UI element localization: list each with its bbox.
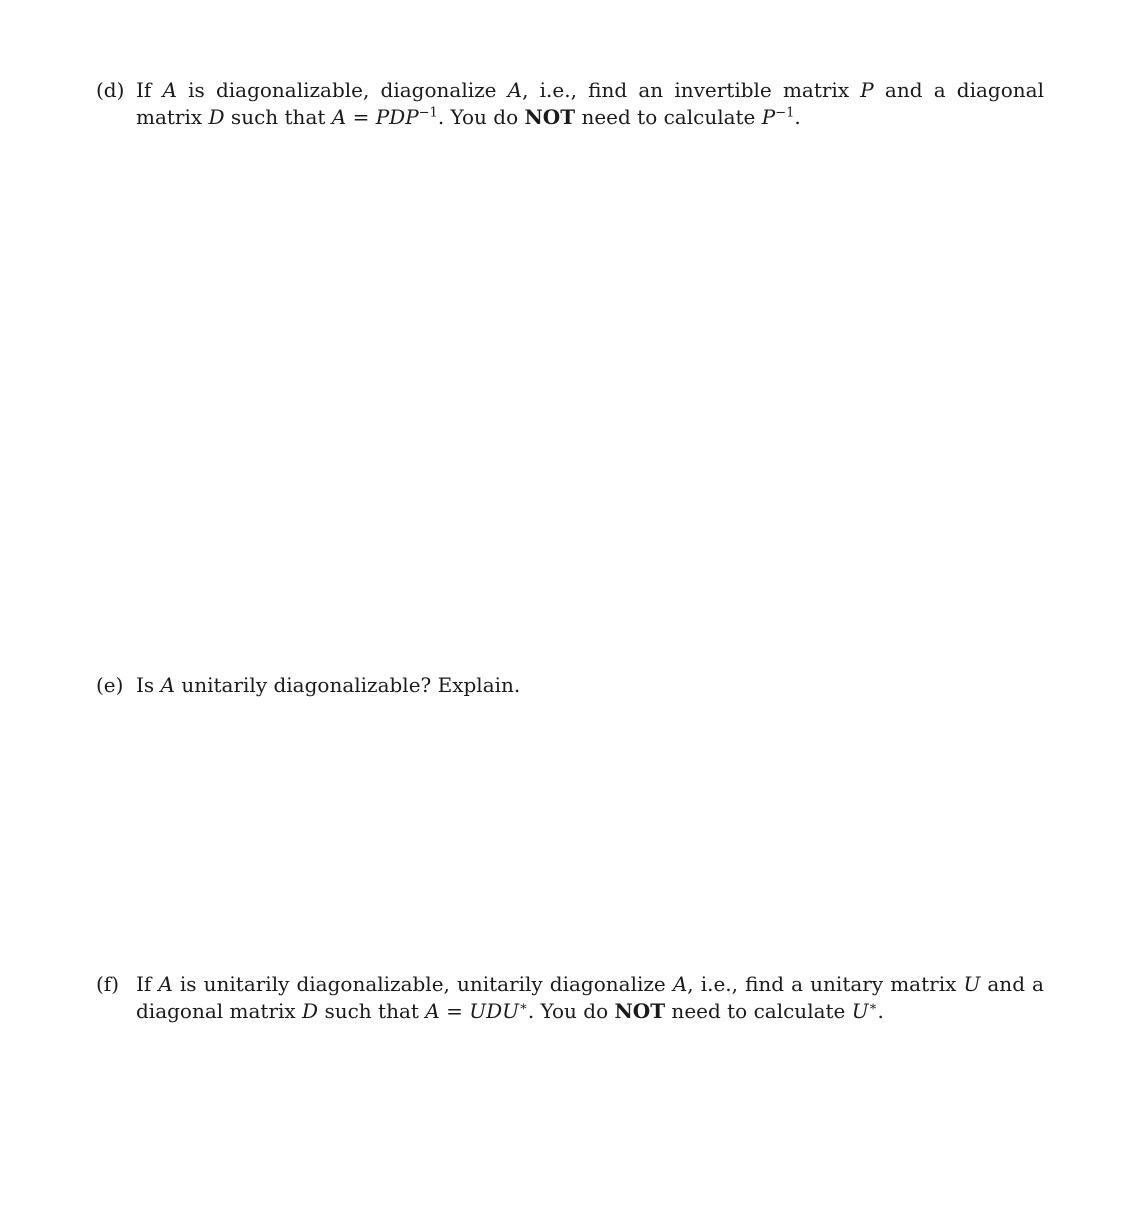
math-superscript: ∗ bbox=[868, 999, 878, 1015]
math-expression: PDP bbox=[375, 105, 419, 129]
part-d-label: (d) bbox=[96, 78, 125, 102]
problem-part-f bbox=[96, 971, 1044, 1025]
equals-sign: = bbox=[346, 105, 376, 129]
equals-sign: = bbox=[439, 999, 470, 1023]
part-e-label: (e) bbox=[96, 673, 124, 697]
part-d-text-segment: If bbox=[136, 78, 163, 102]
math-variable: A bbox=[425, 999, 440, 1023]
math-variable: A bbox=[331, 105, 347, 129]
part-d-text-segment: , i.e., find an invertible matrix bbox=[522, 78, 861, 102]
math-variable: A bbox=[162, 78, 177, 102]
part-e-text-segment: Is bbox=[136, 673, 161, 697]
part-d-text-segment: need to calculate bbox=[575, 105, 762, 129]
math-expression: UDU bbox=[469, 999, 519, 1023]
math-variable: A bbox=[672, 972, 688, 996]
part-f-text-segment: need to calculate bbox=[665, 999, 852, 1023]
math-variable: U bbox=[963, 972, 981, 996]
part-e-text bbox=[136, 672, 1044, 699]
emphasis-not: NOT bbox=[524, 105, 576, 129]
math-variable: P bbox=[860, 78, 874, 102]
math-superscript: −1 bbox=[418, 105, 438, 121]
part-f-label: (f) bbox=[96, 972, 120, 996]
part-f-text-segment: such that bbox=[318, 999, 426, 1023]
part-f-text-segment: . You do bbox=[527, 999, 615, 1023]
math-variable: A bbox=[160, 673, 175, 697]
part-d-text-segment: . You do bbox=[437, 105, 525, 129]
part-f-text-segment: . bbox=[877, 999, 884, 1023]
part-d-text-segment: such that bbox=[224, 105, 332, 129]
emphasis-not: NOT bbox=[614, 999, 666, 1023]
part-d-text-segment: and a diagonal matrix bbox=[136, 78, 1044, 129]
math-variable: A bbox=[507, 78, 523, 102]
part-f-text-segment: and a diagonal matrix bbox=[136, 972, 1044, 1023]
problem-part-d bbox=[96, 77, 1044, 131]
part-d-text-segment: . bbox=[794, 105, 801, 129]
part-f-text-segment: If bbox=[136, 972, 159, 996]
math-variable: A bbox=[158, 972, 173, 996]
math-variable: P bbox=[761, 105, 776, 129]
part-f-text-segment: , i.e., find a unitary matrix bbox=[687, 972, 964, 996]
math-superscript: ∗ bbox=[518, 999, 528, 1015]
part-d-text bbox=[136, 77, 1044, 131]
math-variable: D bbox=[208, 105, 225, 129]
part-f-text bbox=[136, 971, 1044, 1025]
part-f-text-segment: is unitarily diagonalizable, unitarily diagonalize bbox=[172, 972, 673, 996]
problem-part-e bbox=[96, 672, 1044, 699]
part-e-text-segment: unitarily diagonalizable? Explain. bbox=[174, 673, 521, 697]
math-superscript: −1 bbox=[775, 105, 795, 121]
part-d-text-segment: is diagonalizable, diagonalize bbox=[176, 78, 508, 102]
math-variable: U bbox=[851, 999, 869, 1023]
math-variable: D bbox=[302, 999, 319, 1023]
